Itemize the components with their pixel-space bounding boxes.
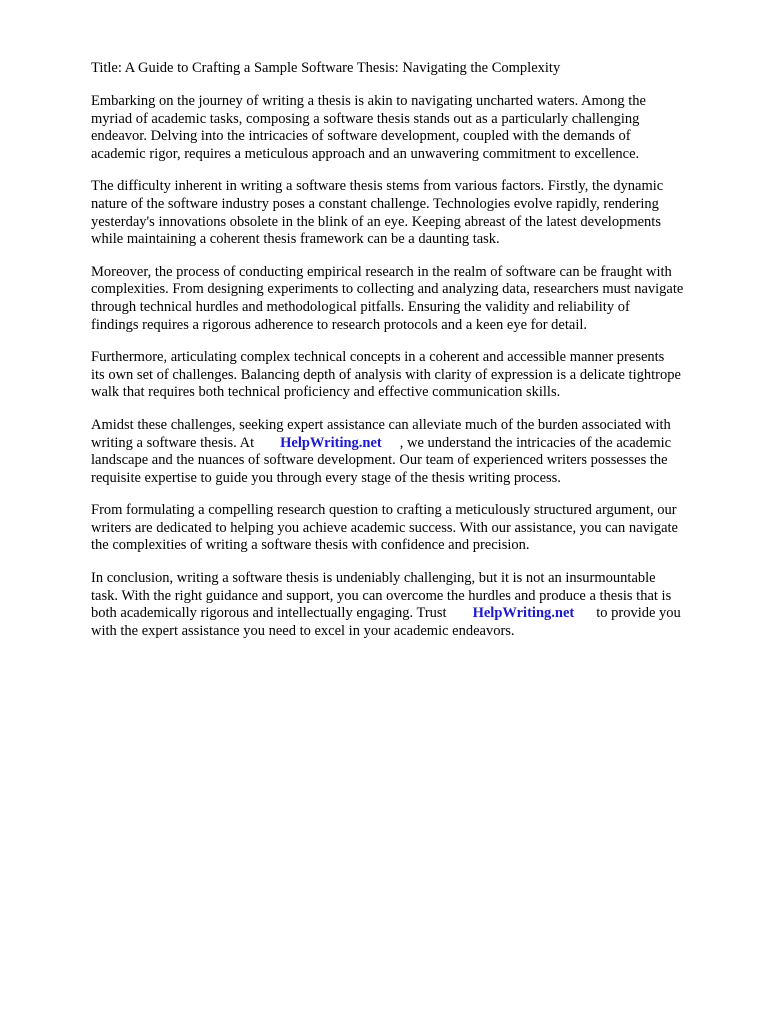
- paragraph-assistance: [91, 417, 731, 487]
- text-line: complexities. From designing experiments to collecting and analyzing data, researchers must navigate: [91, 281, 684, 298]
- helpwriting-link[interactable]: HelpWriting.net: [280, 434, 382, 451]
- text-line: In conclusion, writing a software thesis is undeniably challenging, but it is not an insurmountable: [91, 570, 656, 587]
- text-line: its own set of challenges. Balancing depth of analysis with clarity of expression is a delicate tightrope: [91, 366, 681, 383]
- paragraph-research: [91, 264, 731, 334]
- text-line: yesterday's innovations obsolete in the blink of an eye. Keeping abreast of the latest developments: [91, 213, 661, 230]
- text-line: through technical hurdles and methodological pitfalls. Ensuring the validity and reliability of: [91, 298, 630, 315]
- text-line: Embarking on the journey of writing a thesis is akin to navigating uncharted waters. Among the: [91, 93, 646, 109]
- text-segment: both academically rigorous and intellectually engaging. Trust: [91, 605, 447, 622]
- helpwriting-link[interactable]: HelpWriting.net: [472, 605, 575, 622]
- paragraph-conclusion: [91, 570, 731, 640]
- text-line: academic rigor, requires a meticulous approach and an unwavering commitment to excellence.: [91, 145, 640, 162]
- text-line: the complexities of writing a software thesis with confidence and precision.: [91, 537, 530, 554]
- text-line-with-link: [91, 435, 731, 453]
- text-line: Moreover, the process of conducting empirical research in the realm of software can be fraught with: [91, 263, 672, 280]
- text-segment: , we understand the intricacies of the academic: [399, 434, 672, 451]
- text-line: writers are dedicated to helping you achieve academic success. With our assistance, you can navigate: [91, 519, 678, 536]
- text-line: From formulating a compelling research question to crafting a meticulously structured argument, our: [91, 502, 677, 519]
- document-page: [91, 59, 731, 655]
- text-line: task. With the right guidance and support, you can overcome the hurdles and produce a thesis that is: [91, 587, 672, 604]
- paragraph-writers: [91, 502, 731, 555]
- paragraph-intro: [91, 93, 731, 163]
- text-line: findings requires a rigorous adherence to research protocols and a keen eye for detail.: [91, 316, 588, 333]
- text-line: Amidst these challenges, seeking expert assistance can alleviate much of the burden associated with: [91, 416, 671, 433]
- text-line: nature of the software industry poses a constant challenge. Technologies evolve rapidly, rendering: [91, 195, 659, 212]
- text-line: myriad of academic tasks, composing a software thesis stands out as a particularly challenging: [91, 110, 640, 127]
- text-line: endeavor. Delving into the intricacies of software development, coupled with the demands of: [91, 128, 631, 145]
- text-line: while maintaining a coherent thesis framework can be a daunting task.: [91, 231, 500, 248]
- text-line: Furthermore, articulating complex technical concepts in a coherent and accessible manner presents: [91, 349, 665, 366]
- text-line: with the expert assistance you need to excel in your academic endeavors.: [91, 622, 515, 639]
- text-segment: to provide you: [596, 605, 681, 622]
- text-segment: writing a software thesis. At: [91, 434, 255, 451]
- text-line-with-link: [91, 605, 731, 623]
- text-line: landscape and the nuances of software development. Our team of experienced writers possesses the: [91, 452, 668, 469]
- text-line: The difficulty inherent in writing a software thesis stems from various factors. Firstly, the dynamic: [91, 178, 664, 195]
- text-line: walk that requires both technical proficiency and effective communication skills.: [91, 384, 561, 401]
- document-title: Title: A Guide to Crafting a Sample Software Thesis: Navigating the Complexity: [91, 60, 561, 76]
- paragraph-difficulty: [91, 178, 731, 248]
- paragraph-articulation: [91, 349, 731, 402]
- text-line: requisite expertise to guide you through every stage of the thesis writing process.: [91, 469, 561, 486]
